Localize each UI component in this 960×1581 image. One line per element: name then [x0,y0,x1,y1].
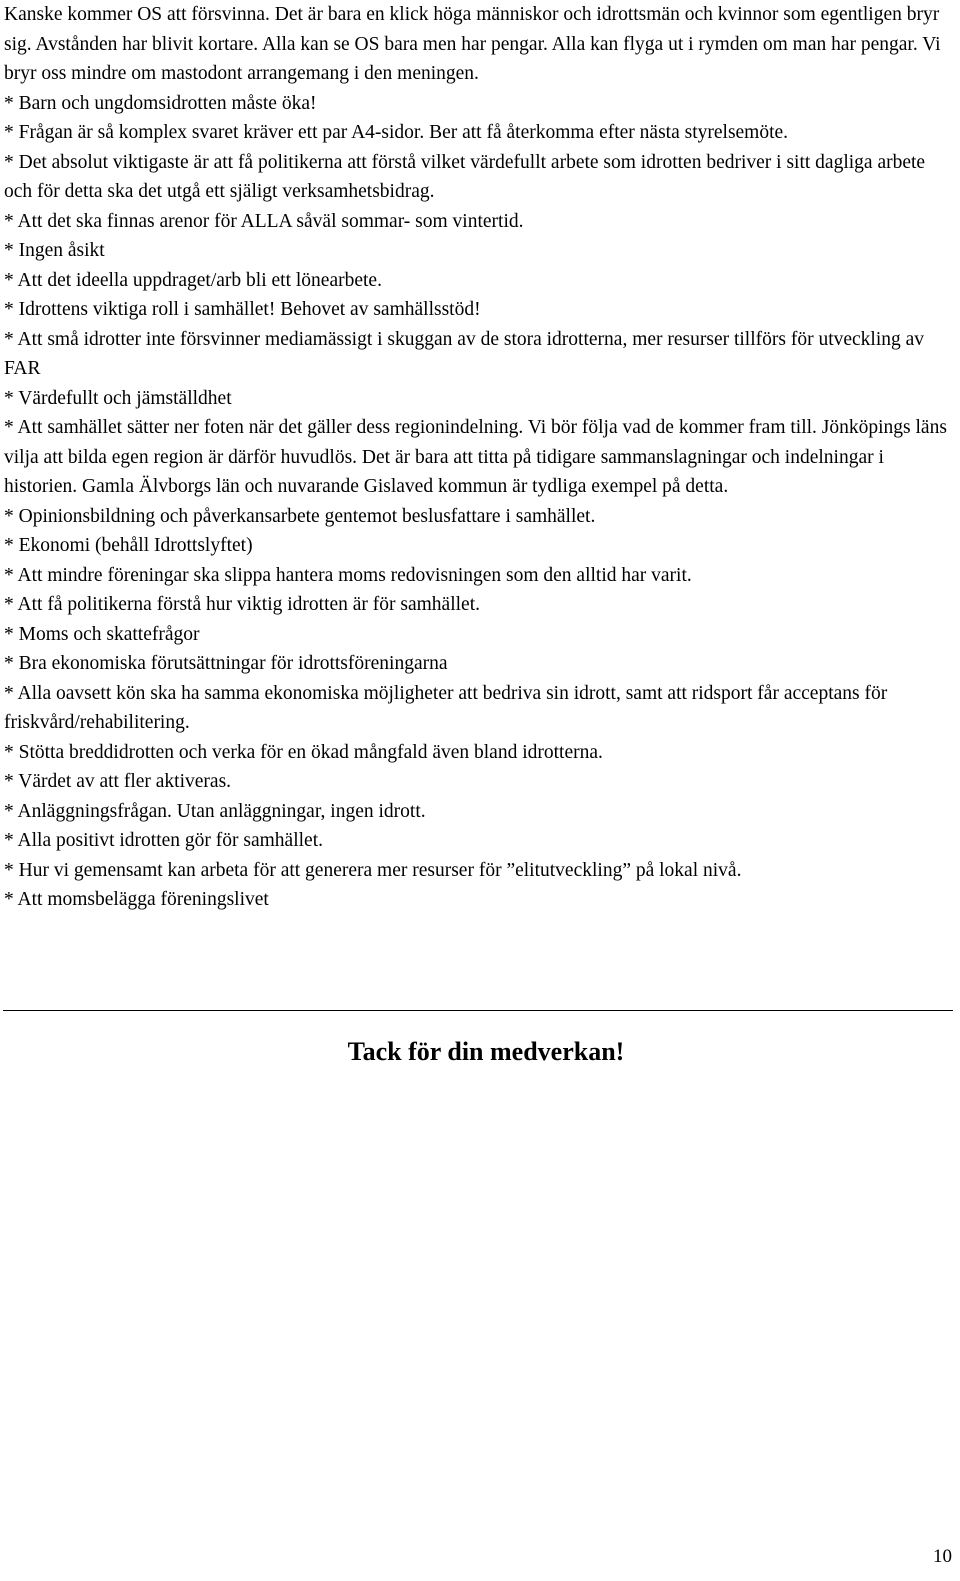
paragraph-intro: Kanske kommer OS att försvinna. Det är bara en klick höga människor och idrottsmän och kvinnor som egentligen bryr sig. Avstånden har blivit kortare. Alla kan se OS bara men har pengar. Alla kan flyga ut i rymden om man har pengar. Vi bryr oss mindre om mastodont arrangemang i den meningen. [4,4,941,84]
list-item: * Ingen åsikt [4,240,105,261]
list-item: * Stötta breddidrotten och verka för en ökad mångfald även bland idrotterna. [4,741,603,763]
list-item: * Idrottens viktiga roll i samhället! Behovet av samhällsstöd! [4,299,481,320]
list-item: * Ekonomi (behåll Idrottslyftet) [4,535,253,556]
list-item: * Opinionsbildning och påverkansarbete gentemot beslusfattare i samhället. [4,505,596,527]
list-item: * Att små idrotter inte försvinner mediamässigt i skuggan av de stora idrotterna, mer resurser tillförs för utveckling av FAR [4,328,925,379]
list-item: * Att momsbelägga föreningslivet [4,889,269,910]
closing-thanks: Tack för din medverkan! [347,1037,625,1066]
document-body [4,0,954,915]
list-item: * Bra ekonomiska förutsättningar för idrottsföreningarna [4,653,448,674]
list-item: * Alla positivt idrotten gör för samhället. [4,830,323,851]
list-item: * Att samhället sätter ner foten när det gäller dess regionindelning. Vi bör följa vad de kommer fram till. Jönköpings läns vilja att bilda egen region är därför huvudlös. Det är bara att titta på tidigare sammanslagningar och indelningar i historien. Gamla Älvborgs län och nuvarande Gislaved kommun är tydliga exempel på detta. [4,417,947,497]
list-item: * Hur vi gemensamt kan arbeta för att generera mer resurser för ”elitutveckling” på lokal nivå. [4,859,742,881]
list-item: * Frågan är så komplex svaret kräver ett par A4-sidor. Ber att få återkomma efter nästa styrelsemöte. [4,122,789,143]
list-item: * Att det ideella uppdraget/arb bli ett lönearbete. [4,269,382,291]
list-item: * Att det ska finnas arenor för ALLA såväl sommar- som vintertid. [4,210,524,232]
list-item: * Att mindre föreningar ska slippa hantera moms redovisningen som den alltid har varit. [4,564,692,586]
list-item: * Det absolut viktigaste är att få politikerna att förstå vilket värdefullt arbete som idrotten bedriver i sitt dagliga arbete och för detta ska det utgå ett själigt verksamhetsbidrag. [4,151,926,202]
list-item: * Att få politikerna förstå hur viktig idrotten är för samhället. [4,594,480,615]
list-item: * Alla oavsett kön ska ha samma ekonomiska möjligheter att bedriva sin idrott, samt att ridsport får acceptans för friskvård/rehabilitering. [4,682,888,733]
horizontal-divider [3,1010,953,1011]
page-number: 10 [933,1546,952,1567]
list-item: * Anläggningsfrågan. Utan anläggningar, ingen idrott. [4,800,426,822]
list-item: * Värdefullt och jämställdhet [4,387,232,409]
list-item: * Barn och ungdomsidrotten måste öka! [4,92,317,114]
list-item: * Värdet av att fler aktiveras. [4,771,232,792]
list-item: * Moms och skattefrågor [4,623,200,645]
